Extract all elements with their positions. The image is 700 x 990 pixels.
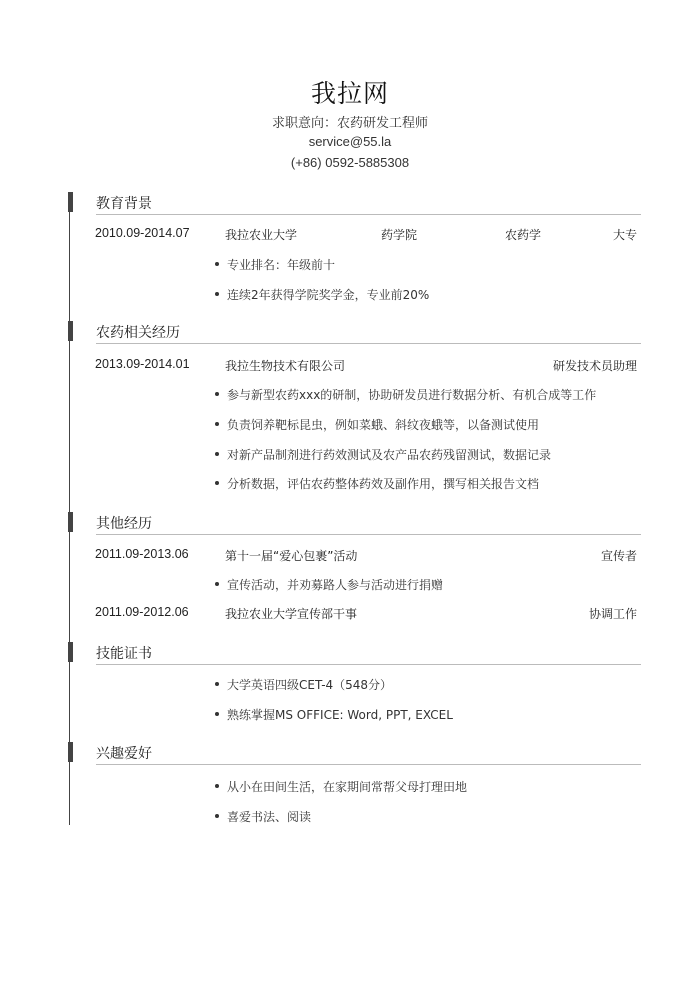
list-item: 从小在田间生活，在家期间常帮父母打理田地 [215, 778, 635, 796]
bullet-icon [215, 712, 219, 716]
entry-date: 2013.09-2014.01 [95, 357, 190, 371]
list-item: 专业排名：年级前十 [215, 256, 635, 274]
job-intent: 求职意向：农药研发工程师 [271, 116, 428, 131]
timeline-line [69, 193, 70, 825]
section-title: 兴趣爱好 [96, 746, 152, 762]
section-divider [96, 343, 641, 344]
section-divider [96, 764, 641, 765]
org-name: 第十一届“爱心包裹”活动 [225, 549, 358, 563]
bullet-icon [215, 392, 219, 396]
bullet-icon [215, 682, 219, 686]
list-item: 分析数据，评估农药整体药效及副作用，撰写相关报告文档 [215, 475, 635, 493]
list-item: 喜爱书法、阅读 [215, 808, 635, 826]
org-name: 我拉农业大学宣传部干事 [225, 607, 358, 621]
section-divider [96, 664, 641, 665]
section-marker [68, 642, 73, 662]
entry-date: 2010.09-2014.07 [95, 226, 190, 240]
list-item: 连续2年获得学院奖学金，专业前20% [215, 286, 635, 304]
major-name: 农药学 [505, 228, 542, 242]
bullet-icon [215, 814, 219, 818]
role: 研发技术员助理 [552, 359, 637, 373]
entry-date: 2011.09-2012.06 [95, 605, 189, 619]
company-name: 我拉生物技术有限公司 [225, 359, 346, 373]
bullet-icon [215, 582, 219, 586]
list-item: 负责饲养靶标昆虫，例如菜蛾、斜纹夜蛾等，以备测试使用 [215, 416, 635, 434]
entry-date: 2011.09-2013.06 [95, 547, 189, 561]
list-item: 大学英语四级CET-4（548分） [215, 676, 635, 694]
list-item: 宣传活动，并劝募路人参与活动进行捐赠 [215, 576, 635, 594]
section-title: 其他经历 [96, 516, 152, 532]
list-item: 对新产品制剂进行药效测试及农产品农药残留测试，数据记录 [215, 446, 635, 464]
bullet-icon [215, 784, 219, 788]
bullet-icon [215, 452, 219, 456]
school-name: 我拉农业大学 [225, 228, 298, 242]
bullet-icon [215, 292, 219, 296]
section-divider [96, 534, 641, 535]
section-marker [68, 321, 73, 341]
resume-name: 我拉网 [310, 79, 389, 108]
bullet-icon [215, 422, 219, 426]
role: 宣传者 [600, 549, 637, 563]
role: 协调工作 [588, 607, 637, 621]
email: service@55.la [308, 134, 392, 149]
degree: 大专 [612, 228, 637, 242]
section-title: 农药相关经历 [96, 325, 180, 341]
phone: (+86) 0592-5885308 [290, 155, 410, 170]
section-marker [68, 192, 73, 212]
section-title: 技能证书 [96, 646, 152, 662]
college-name: 药学院 [381, 228, 418, 242]
section-divider [96, 214, 641, 215]
bullet-icon [215, 262, 219, 266]
section-marker [68, 742, 73, 762]
section-marker [68, 512, 73, 532]
list-item: 参与新型农药xxx的研制，协助研发员进行数据分析、有机合成等工作 [215, 386, 635, 404]
bullet-icon [215, 481, 219, 485]
list-item: 熟练掌握MS OFFICE: Word, PPT, EXCEL [215, 706, 635, 724]
section-title: 教育背景 [96, 196, 152, 212]
